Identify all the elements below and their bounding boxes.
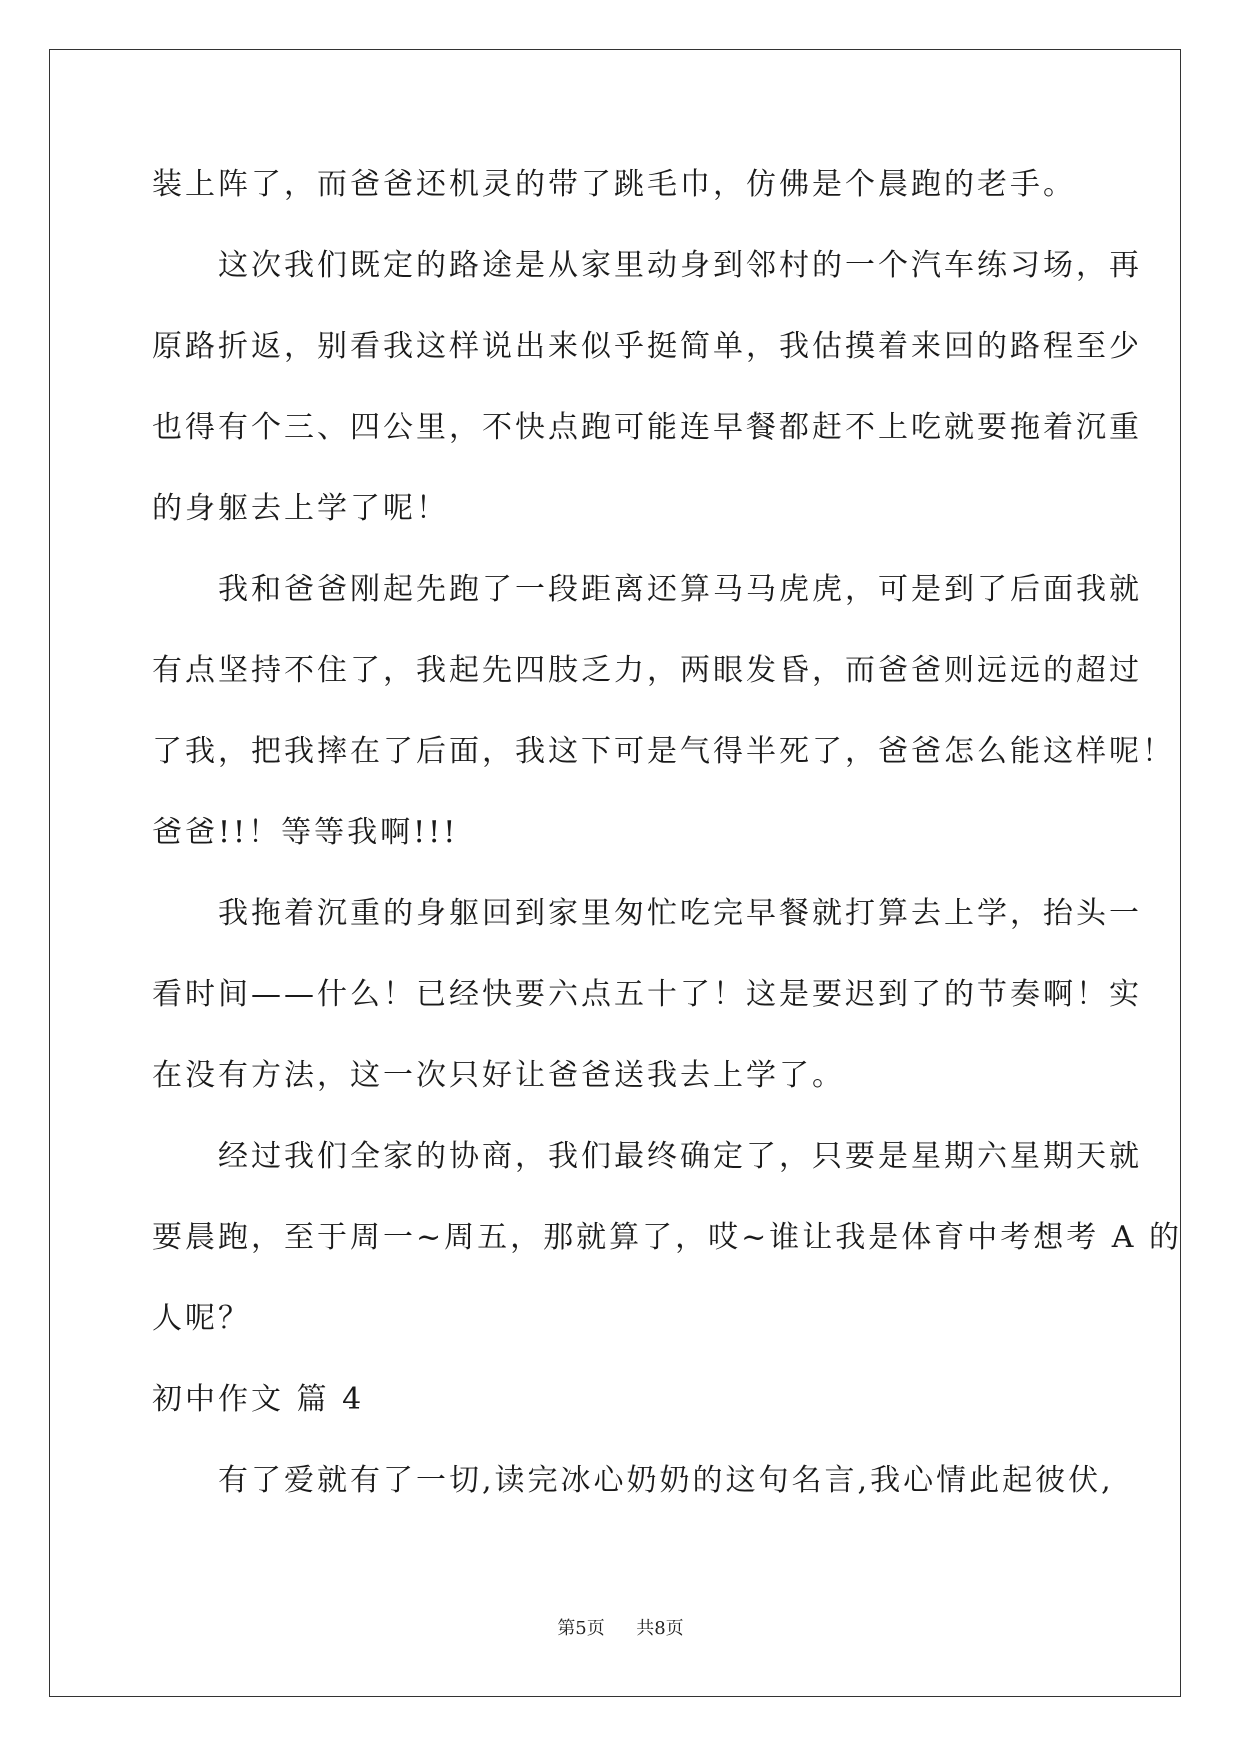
- text-line: 人呢？: [152, 1301, 251, 1336]
- text-line: 我拖着沉重的身躯回到家里匆忙吃完早餐就打算去上学，抬头一: [152, 896, 1142, 931]
- text-line: 了我，把我摔在了后面，我这下可是气得半死了，爸爸怎么能这样呢！: [152, 734, 1175, 769]
- page-footer: [0, 1617, 1241, 1641]
- text-line: 爸爸!!！等等我啊!!!: [152, 815, 459, 850]
- page-count: 共8页: [636, 1618, 684, 1639]
- section-heading: 初中作文 篇 4: [152, 1382, 365, 1417]
- text-line: 看时间——什么！已经快要六点五十了！这是要迟到了的节奏啊！实: [152, 977, 1142, 1012]
- text-line: 的身躯去上学了呢！: [152, 491, 449, 526]
- text-line: 在没有方法，这一次只好让爸爸送我去上学了。: [152, 1058, 845, 1093]
- page-number: 第5页: [557, 1618, 605, 1639]
- text-line: 有了爱就有了一切,读完冰心奶奶的这句名言,我心情此起彼伏,: [152, 1463, 1114, 1498]
- text-line: 原路折返，别看我这样说出来似乎挺简单，我估摸着来回的路程至少: [152, 329, 1142, 364]
- text-line: 这次我们既定的路途是从家里动身到邻村的一个汽车练习场，再: [152, 248, 1142, 283]
- text-line: 我和爸爸刚起先跑了一段距离还算马马虎虎，可是到了后面我就: [152, 572, 1142, 607]
- text-line: 装上阵了，而爸爸还机灵的带了跳毛巾，仿佛是个晨跑的老手。: [152, 167, 1076, 202]
- text-line: 经过我们全家的协商，我们最终确定了，只要是星期六星期天就: [152, 1139, 1142, 1174]
- text-line: 有点坚持不住了，我起先四肢乏力，两眼发昏，而爸爸则远远的超过: [152, 653, 1142, 688]
- text-line: 也得有个三、四公里，不快点跑可能连早餐都赶不上吃就要拖着沉重: [152, 410, 1142, 445]
- text-line: 要晨跑，至于周一~周五，那就算了，哎~谁让我是体育中考想考 A 的: [152, 1220, 1183, 1255]
- document-body: [152, 160, 1183, 1537]
